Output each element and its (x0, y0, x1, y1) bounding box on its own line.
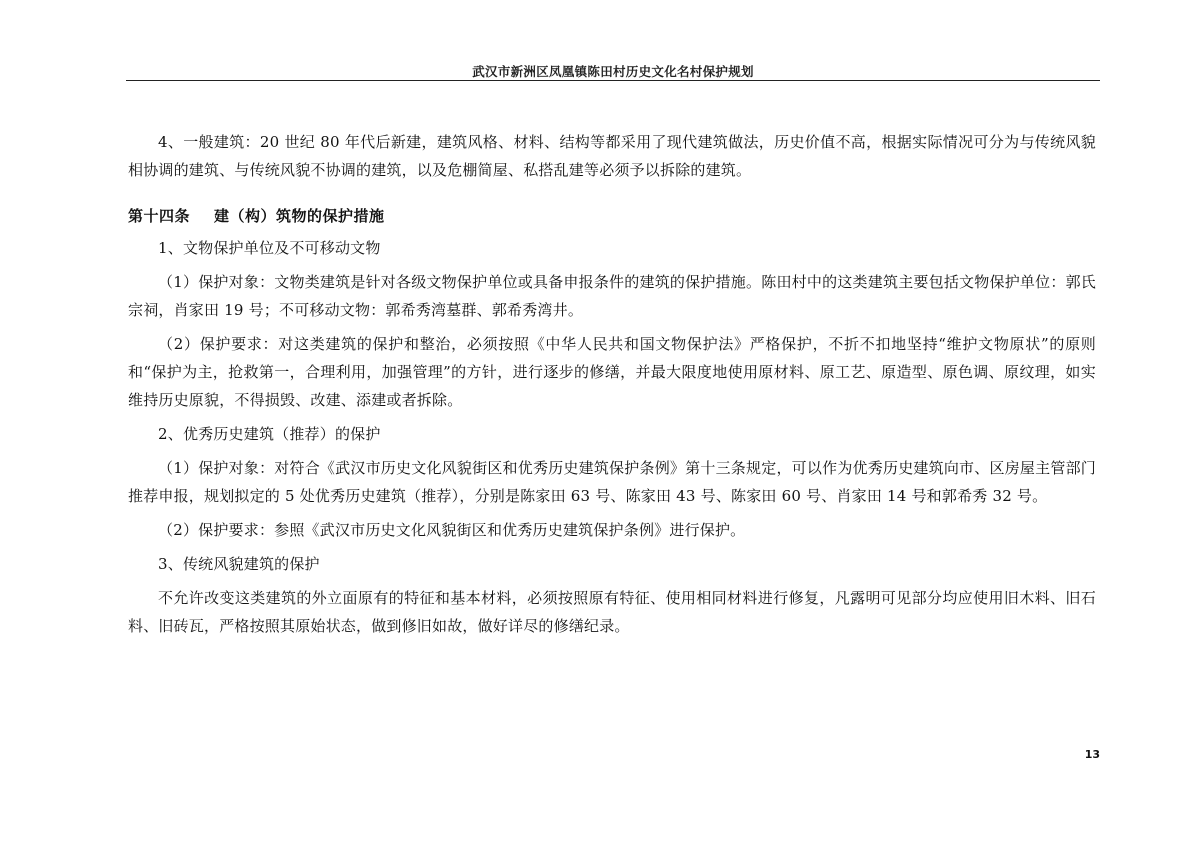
item2-paragraph1: （1）保护对象：对符合《武汉市历史文化风貌街区和优秀历史建筑保护条例》第十三条规定，可以作为优秀历史建筑向市、区房屋主管部门推荐申报，规划拟定的 5 处优秀历史建筑（推荐），分别是陈家田 63 号、陈家田 43 号、陈家田 60 号、肖家田 14 号和郭希秀 32 号。 (128, 459, 1096, 505)
item3-paragraph1: 不允许改变这类建筑的外立面原有的特征和基本材料，必须按照原有特征、使用相同材料进行修复，凡露明可见部分均应使用旧木料、旧石料、旧砖瓦，严格按照其原始状态，做到修旧如故，做好详尽的修缮纪录。 (128, 589, 1096, 635)
page-header-title: 武汉市新洲区凤凰镇陈田村历史文化名村保护规划 (472, 64, 754, 79)
item2-title: 2、优秀历史建筑（推荐）的保护 (158, 425, 381, 443)
article-title: 建（构）筑物的保护措施 (214, 207, 385, 225)
article-heading (128, 202, 1096, 230)
item1-title: 1、文物保护单位及不可移动文物 (158, 239, 381, 257)
item1-paragraph2: （2）保护要求：对这类建筑的保护和整治，必须按照《中华人民共和国文物保护法》严格保护，不折不扣地坚持“维护文物原状”的原则和“保护为主，抢救第一，合理利用，加强管理”的方针，进行逐步的修缮，并最大限度地使用原材料、原工艺、原造型、原色调、原纹理，如实维持历史原貌，不得损毁、改建、添建或者拆除。 (128, 335, 1096, 409)
page-number: 13 (1084, 748, 1100, 761)
paragraph-general-buildings: 4、一般建筑：20 世纪 80 年代后新建，建筑风格、材料、结构等都采用了现代建筑做法，历史价值不高，根据实际情况可分为与传统风貌相协调的建筑、与传统风貌不协调的建筑，以及危棚简屋、私搭乱建等必须予以拆除的建筑。 (128, 133, 1096, 179)
item2-paragraph2: （2）保护要求：参照《武汉市历史文化风貌街区和优秀历史建筑保护条例》进行保护。 (158, 521, 746, 539)
article-number: 第十四条 (128, 207, 191, 225)
item3-title: 3、传统风貌建筑的保护 (158, 555, 320, 573)
header-rule (126, 80, 1100, 81)
item1-paragraph1: （1）保护对象：文物类建筑是针对各级文物保护单位或具备申报条件的建筑的保护措施。陈田村中的这类建筑主要包括文物保护单位：郭氏宗祠，肖家田 19 号；不可移动文物：郭希秀湾墓群、郭希秀湾井。 (128, 273, 1096, 319)
document-body (128, 128, 1096, 646)
